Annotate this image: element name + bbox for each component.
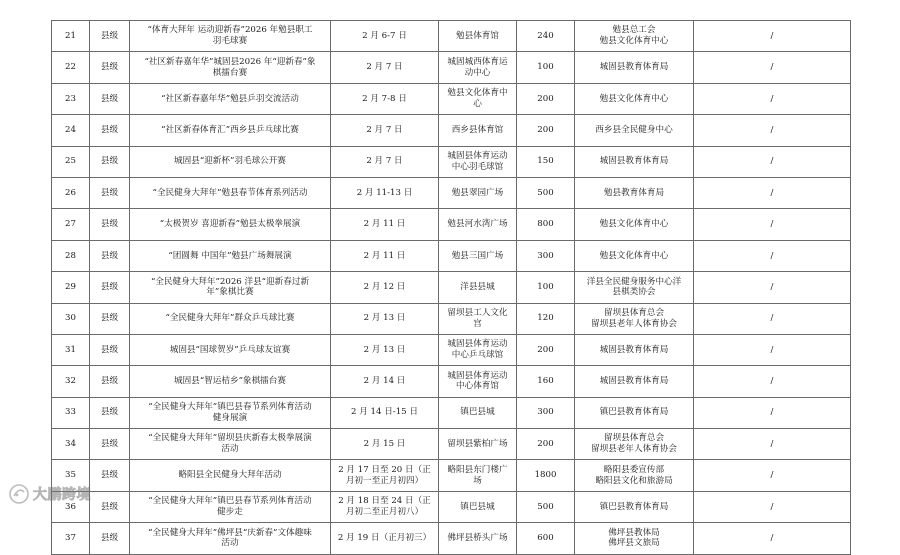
row-number: 36 [52,491,90,522]
row-venue: 勉县翠园广场 [439,177,517,208]
row-title: “全民健身大拜年”佛坪县“庆新春”文体趣味活动 [130,523,331,554]
row-organizer: 勉县文化体育中心 [575,240,694,271]
row-date: 2 月 7 日 [331,52,439,83]
row-level: 县级 [90,240,130,271]
row-organizer: 镇巴县教育体育局 [575,491,694,522]
row-organizer: 留坝县体育总会 留坝县老年人体育协会 [575,429,694,460]
row-organizer: 略阳县委宣传部 略阳县文化和旅游局 [575,460,694,491]
row-participants: 500 [517,177,575,208]
row-date: 2 月 17 日至 20 日（正月初一至正月初四） [331,460,439,491]
row-note: / [694,429,851,460]
watermark-logo-icon [8,483,30,505]
row-number: 27 [52,209,90,240]
row-venue: 城固县体育运动中心羽毛球馆 [439,146,517,177]
table-row [52,146,851,177]
row-title: “社区新春嘉年华”城固县2026 年“迎新春”象棋擂台赛 [130,52,331,83]
row-note: / [694,272,851,303]
row-note: / [694,21,851,52]
row-participants: 300 [517,240,575,271]
row-venue: 城固县体育运动中心体育馆 [439,366,517,397]
row-organizer: 城固县教育体育局 [575,52,694,83]
table-row [52,83,851,114]
table-row [52,272,851,303]
row-number: 37 [52,523,90,554]
row-number: 23 [52,83,90,114]
row-note: / [694,491,851,522]
row-organizer: 勉县文化体育中心 [575,83,694,114]
row-participants: 160 [517,366,575,397]
events-table-body [52,21,851,555]
row-venue: 镇巴县城 [439,397,517,428]
row-title: 略阳县全民健身大拜年活动 [130,460,331,491]
row-level: 县级 [90,334,130,365]
row-venue: 勉县河水湾广场 [439,209,517,240]
table-row [52,334,851,365]
row-number: 21 [52,21,90,52]
row-participants: 240 [517,21,575,52]
row-note: / [694,303,851,334]
row-note: / [694,83,851,114]
table-row [52,491,851,522]
row-organizer: 佛坪县教体局 佛坪县文旅局 [575,523,694,554]
row-participants: 200 [517,429,575,460]
table-row [52,397,851,428]
row-number: 34 [52,429,90,460]
row-note: / [694,52,851,83]
row-level: 县级 [90,429,130,460]
row-level: 县级 [90,209,130,240]
row-level: 县级 [90,83,130,114]
row-title: “全民健身大拜年”勉县春节体育系列活动 [130,177,331,208]
row-participants: 120 [517,303,575,334]
table-row [52,52,851,83]
row-date: 2 月 12 日 [331,272,439,303]
row-title: 城固县“国球贺岁”乒乓球友谊赛 [130,334,331,365]
row-title: “全民健身大拜年”2026 洋县“迎新春过新年”象棋比赛 [130,272,331,303]
row-organizer: 洋县全民健身服务中心洋县棋类协会 [575,272,694,303]
row-venue: 洋县县城 [439,272,517,303]
row-organizer: 镇巴县教育体育局 [575,397,694,428]
row-level: 县级 [90,366,130,397]
row-title: 城固县“迎新杯”羽毛球公开赛 [130,146,331,177]
row-participants: 800 [517,209,575,240]
row-venue: 留坝县紫柏广场 [439,429,517,460]
row-date: 2 月 13 日 [331,303,439,334]
row-date: 2 月 7-8 日 [331,83,439,114]
row-number: 35 [52,460,90,491]
row-organizer: 留坝县体育总会 留坝县老年人体育协会 [575,303,694,334]
row-organizer: 城固县教育体育局 [575,334,694,365]
row-organizer: 勉县文化体育中心 [575,209,694,240]
table-row [52,177,851,208]
row-title: “全民健身大拜年”镇巴县春节系列体育活动健步走 [130,491,331,522]
row-date: 2 月 19 日（正月初三） [331,523,439,554]
row-note: / [694,334,851,365]
row-note: / [694,366,851,397]
row-level: 县级 [90,272,130,303]
table-row [52,240,851,271]
row-participants: 500 [517,491,575,522]
row-date: 2 月 7 日 [331,115,439,146]
row-title: “社区新春体育汇”西乡县乒乓球比赛 [130,115,331,146]
row-level: 县级 [90,397,130,428]
row-organizer: 勉县总工会 勉县文化体育中心 [575,21,694,52]
row-number: 32 [52,366,90,397]
watermark [8,483,91,505]
row-note: / [694,397,851,428]
row-participants: 600 [517,523,575,554]
row-number: 25 [52,146,90,177]
row-title: “社区新春嘉年华”勉县乒羽交流活动 [130,83,331,114]
table-row [52,115,851,146]
row-number: 31 [52,334,90,365]
row-note: / [694,146,851,177]
row-participants: 200 [517,115,575,146]
row-title: “全民健身大拜年”镇巴县春节系列体育活动健身展演 [130,397,331,428]
row-title: “全民健身大拜年”留坝县庆新春太极拳展演活动 [130,429,331,460]
row-level: 县级 [90,52,130,83]
row-organizer: 城固县教育体育局 [575,146,694,177]
table-row [52,366,851,397]
row-venue: 勉县三国广场 [439,240,517,271]
row-participants: 100 [517,52,575,83]
table-row [52,460,851,491]
row-participants: 100 [517,272,575,303]
row-participants: 200 [517,334,575,365]
row-venue: 勉县体育馆 [439,21,517,52]
table-row [52,429,851,460]
row-note: / [694,523,851,554]
row-date: 2 月 11 日 [331,240,439,271]
row-title: “全民健身大拜年”群众乒乓球比赛 [130,303,331,334]
row-note: / [694,177,851,208]
row-number: 22 [52,52,90,83]
table-row [52,209,851,240]
row-level: 县级 [90,146,130,177]
watermark-text: 大鹏跨境 [33,487,91,503]
row-level: 县级 [90,491,130,522]
row-note: / [694,460,851,491]
row-level: 县级 [90,115,130,146]
row-date: 2 月 14 日-15 日 [331,397,439,428]
row-title: “团圆舞 中国年”勉县广场舞展演 [130,240,331,271]
row-participants: 200 [517,83,575,114]
row-date: 2 月 13 日 [331,334,439,365]
row-organizer: 勉县教育体育局 [575,177,694,208]
events-table [51,20,851,555]
row-participants: 300 [517,397,575,428]
row-venue: 城固城西体育运动中心 [439,52,517,83]
row-venue: 略阳县东门楼广场 [439,460,517,491]
row-level: 县级 [90,303,130,334]
row-organizer: 城固县教育体育局 [575,366,694,397]
row-venue: 镇巴县城 [439,491,517,522]
row-number: 29 [52,272,90,303]
row-level: 县级 [90,21,130,52]
row-number: 33 [52,397,90,428]
row-date: 2 月 18 日至 24 日（正月初二至正月初八） [331,491,439,522]
row-venue: 勉县文化体育中心 [439,83,517,114]
row-date: 2 月 11 日 [331,209,439,240]
row-date: 2 月 11-13 日 [331,177,439,208]
table-row [52,523,851,554]
row-title: “体育大拜年 运动迎新春”2026 年勉县职工羽毛球赛 [130,21,331,52]
row-number: 26 [52,177,90,208]
row-number: 28 [52,240,90,271]
table-row [52,303,851,334]
row-participants: 150 [517,146,575,177]
row-venue: 西乡县体育馆 [439,115,517,146]
row-participants: 1800 [517,460,575,491]
row-note: / [694,209,851,240]
row-date: 2 月 15 日 [331,429,439,460]
row-number: 30 [52,303,90,334]
row-venue: 城固县体育运动中心乒乓球馆 [439,334,517,365]
row-number: 24 [52,115,90,146]
row-date: 2 月 7 日 [331,146,439,177]
row-date: 2 月 14 日 [331,366,439,397]
row-title: “太极贺岁 喜迎新春”勉县太极拳展演 [130,209,331,240]
row-note: / [694,115,851,146]
row-date: 2 月 6-7 日 [331,21,439,52]
row-note: / [694,240,851,271]
row-venue: 留坝县工人文化宫 [439,303,517,334]
table-row [52,21,851,52]
row-venue: 佛坪县桥头广场 [439,523,517,554]
row-level: 县级 [90,460,130,491]
row-level: 县级 [90,523,130,554]
row-level: 县级 [90,177,130,208]
row-organizer: 西乡县全民健身中心 [575,115,694,146]
row-title: 城固县“智运桔乡”象棋擂台赛 [130,366,331,397]
